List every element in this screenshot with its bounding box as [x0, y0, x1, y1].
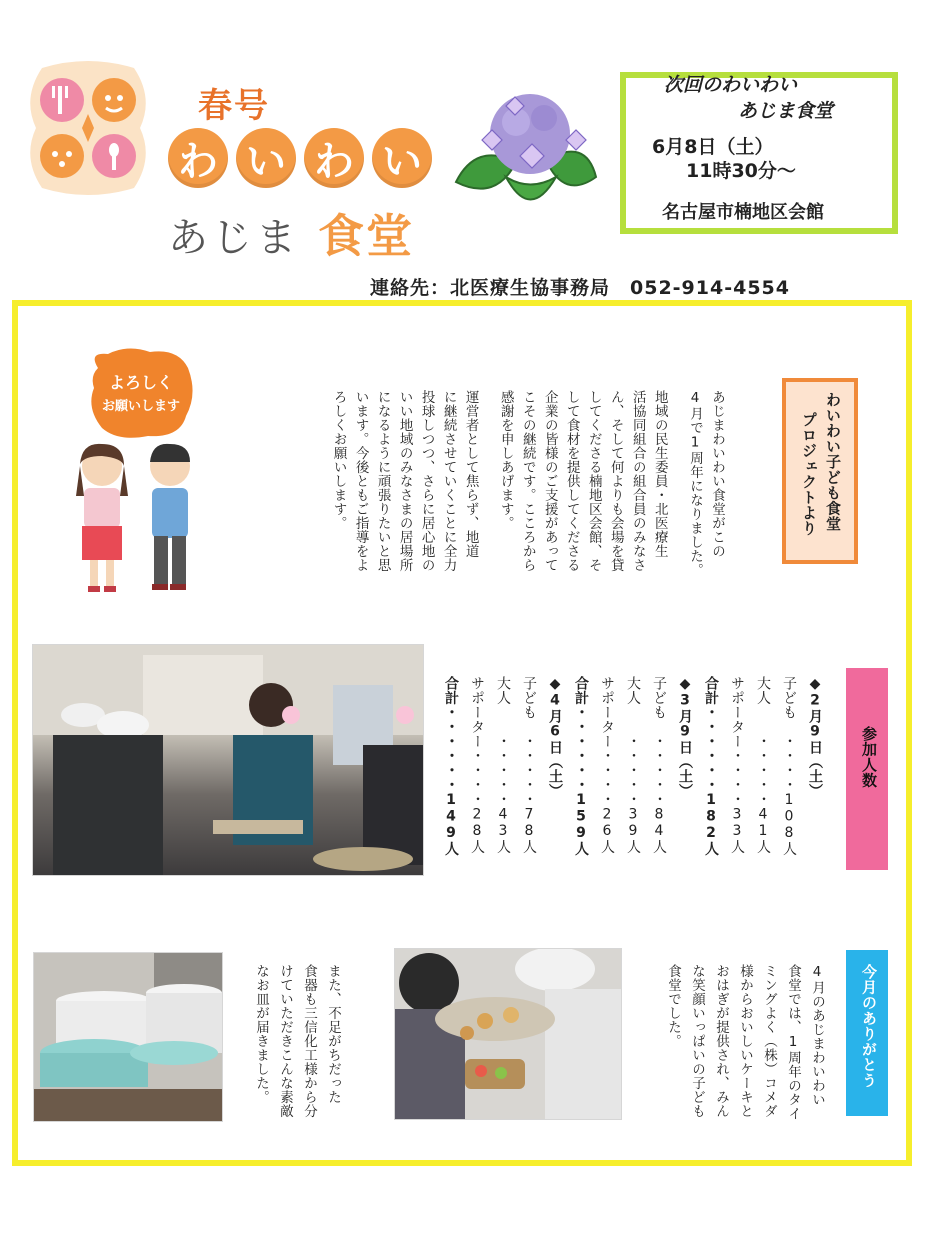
attendance-line: 大人 ・・・・・41人 — [755, 676, 771, 854]
next-event-heading: 次回のわいわい — [664, 74, 798, 96]
attendance-line: 子ども ・・・・・78人 — [521, 676, 537, 854]
tableware-text-column: また、不足がちだった — [325, 964, 341, 1104]
project-text-column: こその継続です。こころから — [519, 390, 536, 572]
season-label: 春号 — [198, 86, 270, 126]
project-text-column: してくださる楠地区会館、そ — [585, 390, 602, 572]
project-text-column: 企業の皆様のご支援があって — [541, 390, 558, 572]
cake-photo — [394, 948, 622, 1120]
project-text-column: して食材を提供してくださる — [563, 390, 580, 572]
thanks-text-column: 様からおいしいケーキと — [737, 964, 753, 1118]
stamp-text-2: お願いします — [101, 399, 181, 414]
project-text-column: 地域の民生委員・北医療生 — [651, 390, 668, 558]
attendance-line: 合計・・・・・・182人 — [703, 676, 719, 856]
project-text-column: 活協同組合の組合員のみなさ — [629, 390, 646, 572]
thanks-text-column: おはぎが提供され、みん — [713, 964, 729, 1118]
project-text-column: 感謝を申しあげます。 — [497, 390, 514, 530]
dining-photo-image — [33, 645, 423, 875]
project-text-column: あじまわいわい食堂がこの — [709, 390, 725, 558]
thanks-text-column: 4月のあじまわいわい — [809, 964, 825, 1107]
project-label — [782, 378, 858, 564]
tableware-text-column: 食器も三信化工様から分 — [301, 964, 317, 1118]
title-char: い — [372, 128, 432, 188]
project-text-column: に継続させていくことに全力 — [440, 390, 457, 572]
stamp-text: よろしく — [108, 373, 174, 392]
attendance-line: 合計・・・・・・149人 — [443, 676, 459, 856]
bowing-people-icon — [66, 436, 206, 596]
attendance-line: サポーター・・・・26人 — [599, 676, 615, 854]
title-shokudo: 食堂 — [318, 209, 414, 263]
cafeteria-logo-icon — [22, 58, 154, 198]
thanks-text-column: 食堂でした。 — [665, 964, 681, 1048]
project-text-column: になるように頑張りたいと思 — [374, 390, 391, 572]
attendance-label — [846, 668, 888, 870]
attendance-label-text: 参加人数 — [860, 726, 878, 788]
next-event-time: 11時30分～ — [686, 160, 796, 182]
project-label-line1: わいわい子ども食堂 — [824, 392, 842, 532]
attendance-line: ◆4月6日（土） — [547, 676, 563, 798]
project-text-column: ん、そして何よりも会場を貸 — [607, 390, 624, 572]
title-waiwai — [168, 128, 432, 208]
project-text-column: います。今後ともご指導をよ — [352, 390, 369, 572]
project-text-column: 投球しつつ、さらに居心地の — [418, 390, 435, 572]
project-text-column: ろしくお願いします。 — [330, 390, 347, 530]
title-char: わ — [304, 128, 364, 188]
attendance-line: 子ども ・・・・・84人 — [651, 676, 667, 854]
cake-photo-image — [395, 949, 621, 1119]
plates-photo — [33, 952, 223, 1122]
thanks-label-text: 今月のありがとう — [860, 964, 878, 1088]
next-event-heading-2: あじま食堂 — [738, 100, 834, 122]
contact-info: 連絡先：北医療生協事務局 052-914-4554 — [370, 277, 790, 299]
attendance-line: 合計・・・・・・159人 — [573, 676, 589, 856]
thanks-text-column: な笑顔いっぱいの子ども — [689, 964, 705, 1118]
tableware-text-column: けていただきこんな素敵 — [277, 964, 293, 1118]
attendance-line: 大人 ・・・・・39人 — [625, 676, 641, 854]
title-char: わ — [168, 128, 228, 188]
tableware-text-column: なお皿が届きました。 — [253, 964, 269, 1104]
dining-photo — [32, 644, 424, 876]
greeting-stamp-icon — [88, 348, 194, 440]
project-text-column: 運営者として焦らず、地道 — [462, 390, 479, 558]
title-char: い — [236, 128, 296, 188]
thanks-text-column: ミングよく（株）コメダ — [761, 964, 777, 1118]
attendance-line: サポーター・・・・33人 — [729, 676, 745, 854]
title-ajima: あじま — [168, 215, 300, 261]
attendance-line: 子ども ・・・・108人 — [781, 676, 797, 856]
hydrangea-icon — [446, 82, 612, 222]
attendance-line: ◆3月9日（土） — [677, 676, 693, 798]
project-label-line2: プロジェクトより — [800, 412, 818, 536]
thanks-label — [846, 950, 888, 1116]
next-event-venue: 名古屋市楠地区会館 — [662, 202, 824, 223]
attendance-line: ◆2月9日（土） — [807, 676, 823, 798]
next-event-date: 6月8日（土） — [652, 136, 774, 158]
project-text-column: 4月で1周年になりました。 — [687, 390, 703, 577]
project-text-column: いい地域のみなさまの居場所 — [396, 390, 413, 572]
thanks-text-column: 食堂では、1周年のタイ — [785, 964, 801, 1121]
attendance-line: 大人 ・・・・・43人 — [495, 676, 511, 854]
plates-photo-image — [34, 953, 222, 1121]
attendance-line: サポーター・・・・28人 — [469, 676, 485, 854]
